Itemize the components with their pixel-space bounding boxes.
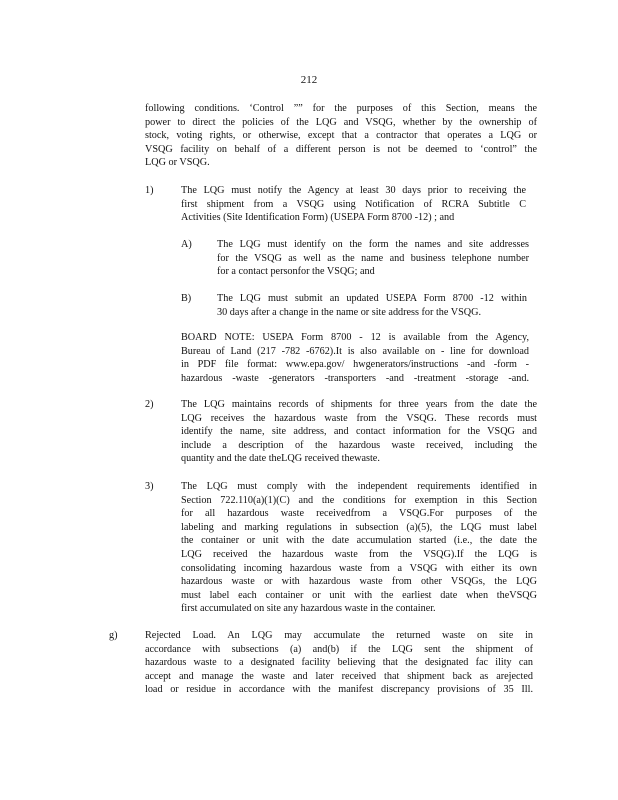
text-line: The LQG must submit an updated USEPA Form 8700 -12 within — [217, 293, 527, 304]
text-line: must label each container or unit with the earliest date when theVSQG — [181, 589, 537, 601]
subitem-label: A) — [181, 239, 192, 250]
text-line: The LQG must identify on the form the names and site addresses — [217, 239, 529, 250]
text-line: Bureau of Land (217 -782 -6762).It is also available on - line for download — [181, 345, 529, 357]
text-line: quantity and the date theLQG received thewaste. — [181, 453, 380, 465]
text-line: first shipment from a VSQG using Notification of RCRA Subtitle C — [181, 198, 526, 210]
text-line: LQG received the hazardous waste from the VSQG).If the LQG is — [181, 548, 537, 560]
text-line: LQG receives the hazardous waste from the VSQG. These records must — [181, 412, 537, 424]
text-line: hazardous waste or with hazardous waste from other VSQGs, the LQG — [181, 576, 537, 588]
item-1-paragraph — [181, 184, 526, 225]
subitem-a-paragraph — [217, 238, 529, 279]
item-g-paragraph — [145, 629, 533, 697]
item-2-paragraph — [181, 398, 537, 466]
text-line: stock, voting rights, or otherwise, except that a contractor that operates a LQG or — [145, 130, 537, 142]
text-line: labeling and marking regulations in subsection (a)(5), the LQG must label — [181, 521, 537, 533]
text-line: in PDF file format: www.epa.gov/ hwgenerators/instructions -and -form - — [181, 359, 529, 371]
text-line: The LQG must notify the Agency at least 30 days prior to receiving the — [181, 185, 526, 196]
text-line: identify the name, site address, and contact information for the VSQG and — [181, 426, 537, 438]
text-line: following conditions. ‘Control ”” for the purposes of this Section, means the — [145, 103, 537, 114]
text-line: hazardous -waste -generators -transporters -and -treatment -storage -and. — [181, 372, 529, 384]
text-line: include a description of the hazardous waste received, including the — [181, 439, 537, 451]
text-line: hazardous waste to a designated facility believing that the designated fac ility can — [145, 657, 533, 669]
subitem-label: B) — [181, 293, 192, 304]
text-line: consolidating incoming hazardous waste from a VSQG with either its own — [181, 562, 537, 574]
subitem-b-paragraph — [217, 292, 527, 319]
text-line: VSQG facility on behalf of a different person is not be deemed to ‘control” the — [145, 143, 537, 155]
intro-paragraph — [145, 102, 537, 170]
text-line: for a contact personfor the VSQG; and — [217, 266, 375, 278]
board-note — [181, 331, 529, 385]
text-line: for the VSQG as well as the name and business telephone number — [217, 252, 529, 264]
text-line: for all hazardous waste receivedfrom a VSQG.For purposes of the — [181, 508, 537, 520]
item-label: 2) — [145, 399, 154, 410]
item-3-paragraph — [181, 480, 537, 616]
item-label: 3) — [145, 481, 154, 492]
text-line: Section 722.110(a)(1)(C) and the conditions for exemption in this Section — [181, 494, 537, 506]
page-number: 212 — [300, 74, 318, 86]
text-line: accept and manage the waste and later received that shipment back as arejected — [145, 670, 533, 682]
text-line: first accumulated on site any hazardous waste in the container. — [181, 603, 436, 615]
text-line: Activities (Site Identification Form) (USEPA Form 8700 -12) ; and — [181, 212, 455, 224]
text-line: Rejected Load. An LQG may accumulate the returned waste on site in — [145, 630, 533, 641]
text-line: The LQG maintains records of shipments for three years from the date the — [181, 399, 537, 410]
text-line: BOARD NOTE: USEPA Form 8700 - 12 is available from the Agency, — [181, 332, 529, 343]
item-label: g) — [109, 630, 118, 641]
text-line: The LQG must comply with the independent requirements identified in — [181, 481, 537, 492]
item-label: 1) — [145, 185, 154, 196]
text-line: 30 days after a change in the name or site address for the VSQG. — [217, 306, 482, 318]
text-line: accordance with subsections (a) and(b) if the LQG sent the shipment of — [145, 643, 533, 655]
text-line: the container or unit with the date accumulation started (i.e., the date the — [181, 535, 537, 547]
text-line: load or residue in accordance with the manifest discrepancy provisions of 35 Ill. — [145, 684, 533, 696]
text-line: LQG or VSQG. — [145, 157, 210, 169]
text-line: power to direct the policies of the LQG and VSQG, whether by the ownership of — [145, 116, 537, 128]
